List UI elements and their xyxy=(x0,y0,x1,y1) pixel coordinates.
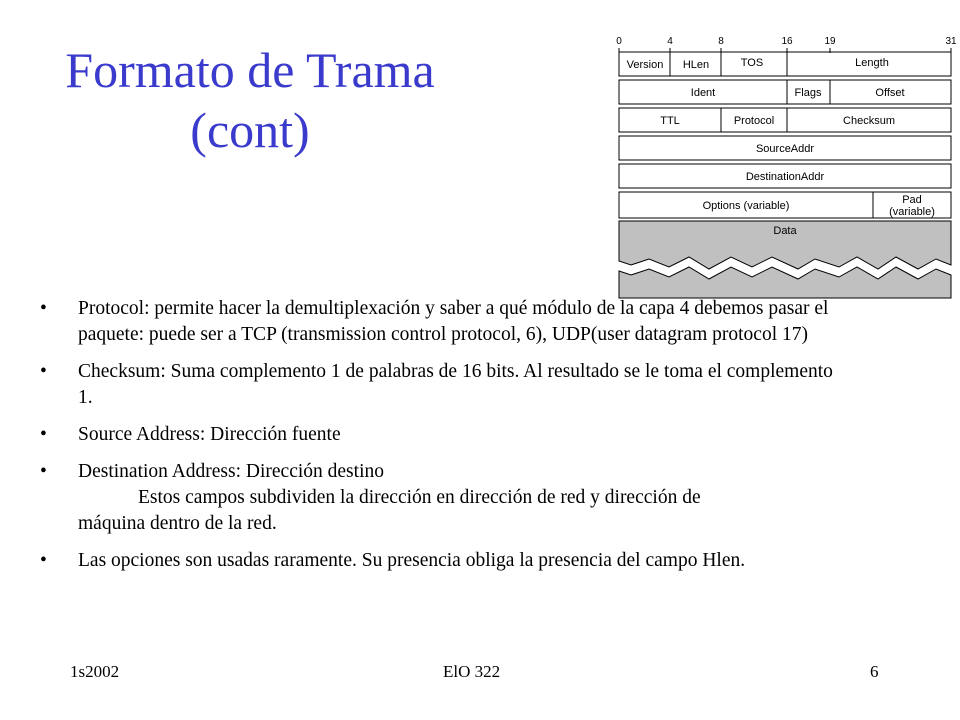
bullet-list xyxy=(40,296,840,585)
bit-tick-0: 0 xyxy=(616,36,622,47)
field-data: Data xyxy=(773,225,797,237)
ip-header-diagram xyxy=(600,28,960,300)
field-version: Version xyxy=(626,59,664,71)
bullet-options xyxy=(40,548,840,574)
footer-center: ElO 322 xyxy=(443,662,501,681)
footer-page-number: 6 xyxy=(870,662,879,681)
field-destination-addr: DestinationAddr xyxy=(745,171,825,183)
bullet-text: Destination Address: Dirección destino xyxy=(78,461,384,482)
bit-tick-31: 31 xyxy=(945,36,957,47)
ip-header-svg xyxy=(600,28,960,300)
footer-left: 1s2002 xyxy=(70,662,120,681)
bullet-continuation-rest: máquina dentro de la red. xyxy=(78,513,277,534)
field-tos: TOS xyxy=(740,57,764,69)
bit-tick-16: 16 xyxy=(781,36,793,47)
bullet-dot: • xyxy=(40,461,47,482)
row-1-box xyxy=(619,52,951,76)
bullet-checksum xyxy=(40,359,840,411)
slide-title-line1: Formato de Trama xyxy=(65,42,435,98)
bit-tick-19: 19 xyxy=(824,36,836,47)
slide-title xyxy=(30,40,470,160)
bullet-text: Source Address: Dirección fuente xyxy=(78,424,341,445)
field-ident: Ident xyxy=(690,87,716,99)
field-pad-variable: (variable) xyxy=(889,206,935,218)
bullet-text: Las opciones son usadas raramente. Su presencia obliga la presencia del campo Hlen. xyxy=(78,550,746,571)
bullet-text: Protocol: permite hacer la demultiplexación y saber a qué módulo de la capa 4 debemos pasar el paquete: puede ser a TCP (transmission control protocol, 6), UDP(user datagram protocol 17) xyxy=(78,298,829,345)
field-offset: Offset xyxy=(875,87,905,99)
bullet-protocol xyxy=(40,296,840,348)
field-source-addr: SourceAddr xyxy=(755,143,815,155)
field-flags: Flags xyxy=(794,87,822,99)
bit-tick-8: 8 xyxy=(718,36,724,47)
bullet-destination-address xyxy=(40,459,840,537)
bit-tick-4: 4 xyxy=(667,36,673,47)
field-options: Options (variable) xyxy=(702,200,790,212)
field-protocol: Protocol xyxy=(733,115,775,127)
field-pad: Pad xyxy=(902,194,922,206)
slide-title-line2: (cont) xyxy=(190,102,310,158)
field-length: Length xyxy=(855,57,889,69)
bullet-text: Checksum: Suma complemento 1 de palabras de 16 bits. Al resultado se le toma el complemento 1. xyxy=(78,361,833,408)
bullet-dot: • xyxy=(40,298,47,319)
field-checksum: Checksum xyxy=(843,115,895,127)
field-hlen: HLen xyxy=(682,59,710,71)
bullet-dot: • xyxy=(40,424,47,445)
bullet-continuation-indent: Estos campos subdividen la dirección en dirección de red y dirección de xyxy=(138,487,701,508)
bullet-dot: • xyxy=(40,550,47,571)
bullet-dot: • xyxy=(40,361,47,382)
field-ttl: TTL xyxy=(660,115,680,127)
bullet-source-address xyxy=(40,422,840,448)
